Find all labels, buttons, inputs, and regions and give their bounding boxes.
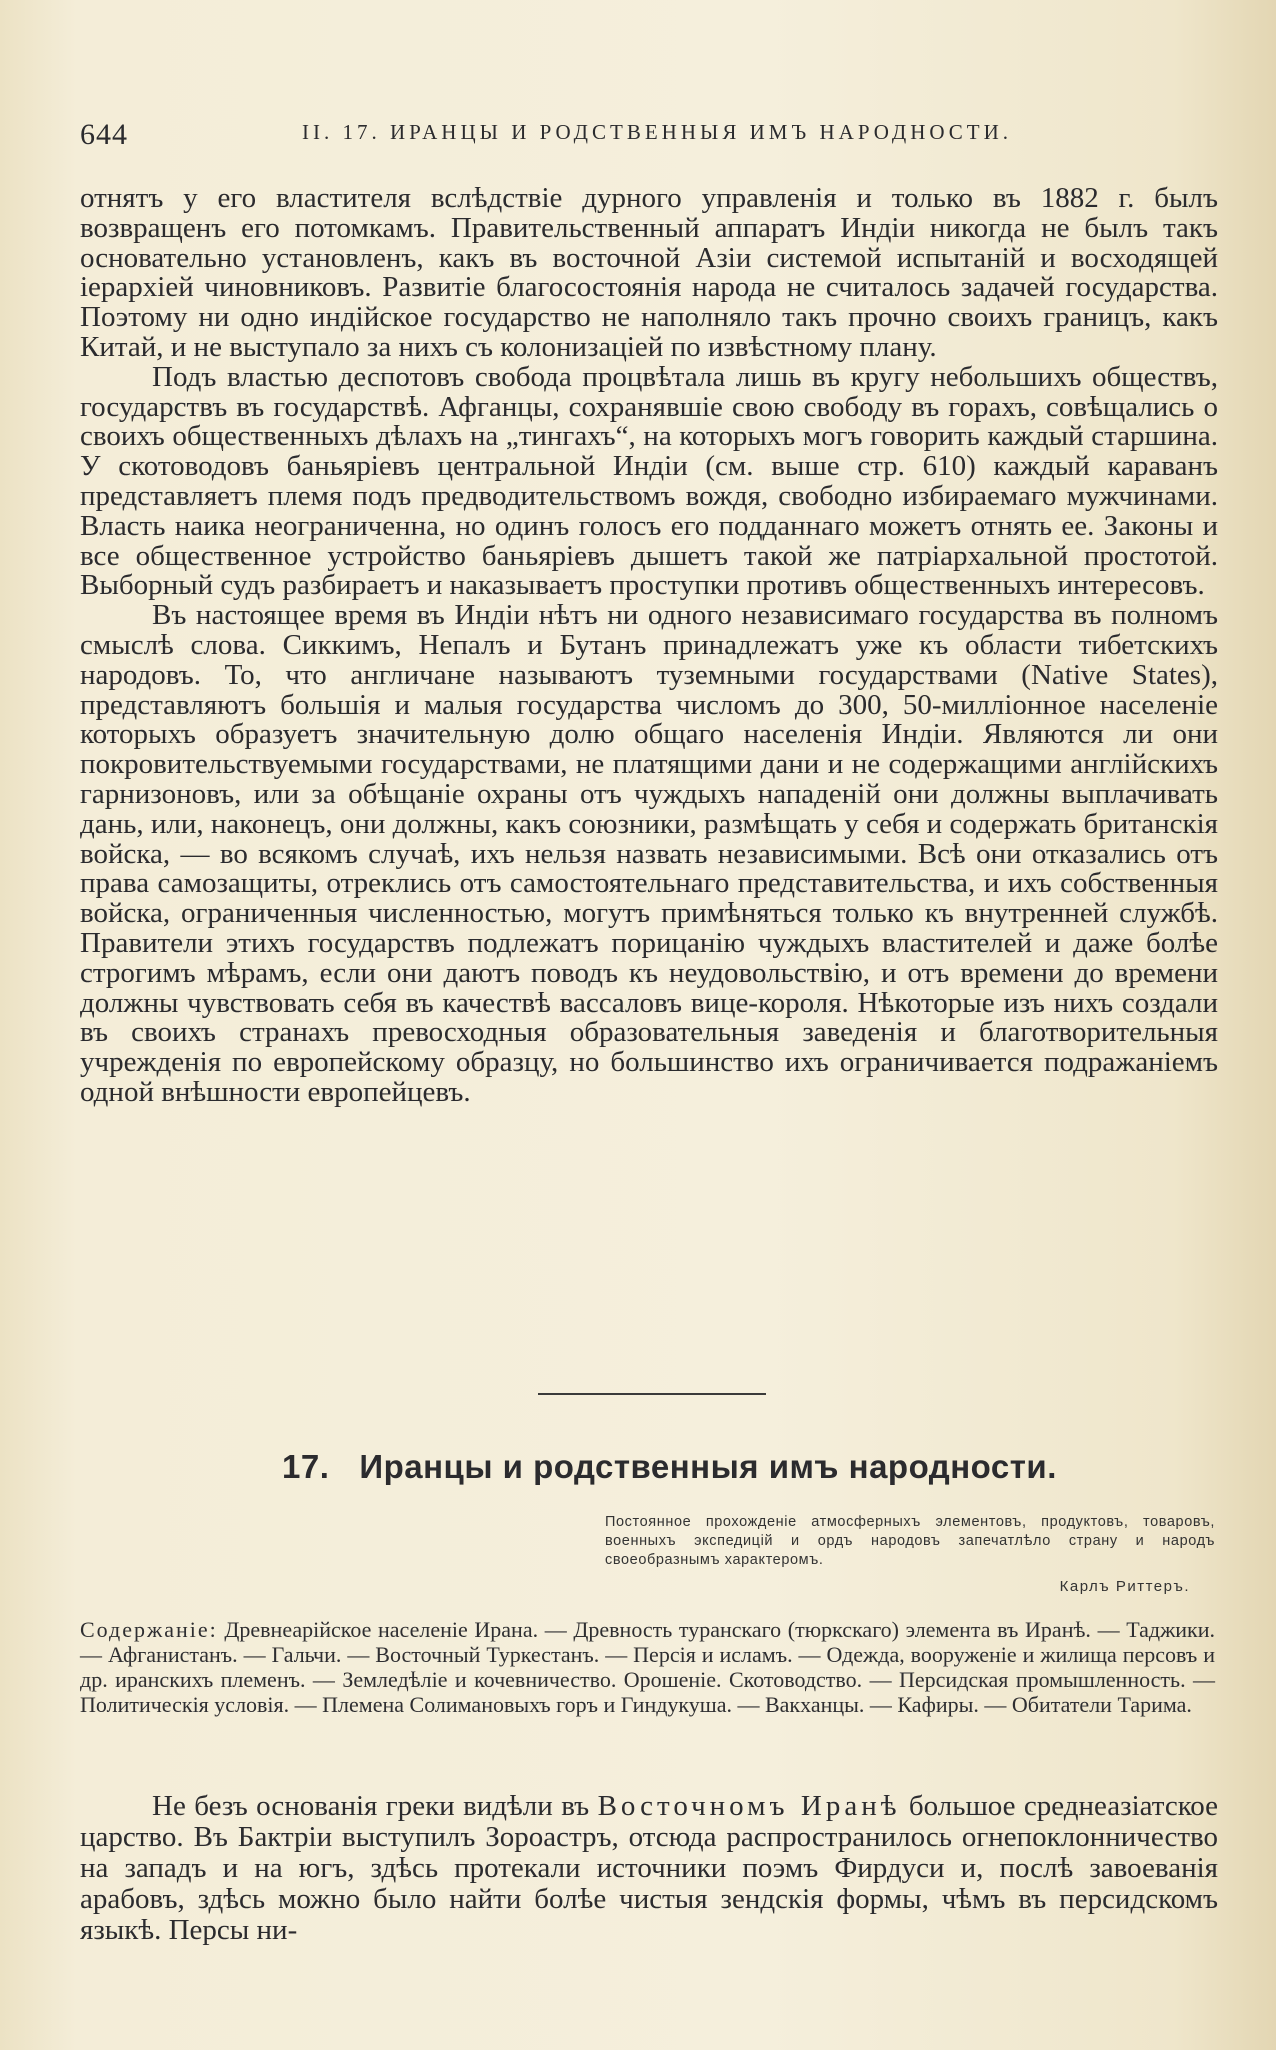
body-text-block: [80, 184, 1218, 1108]
section-divider: [538, 1393, 766, 1395]
spaced-phrase: Восточномъ Иранѣ: [597, 1790, 901, 1822]
epigraph-author: Карлъ Риттеръ.: [1059, 1578, 1190, 1595]
paragraph-east-iran: [80, 1791, 1218, 1946]
final-text-after: большое среднеазіатское царство. Въ Бактріи выступилъ Зороастръ, отсюда распространилось огнепоклонничество на западъ и на югъ, здѣсь протекали источники поэмъ Фирдуси и, послѣ завоеванія арабовъ, здѣсь можно было найти болѣе чистыя зендскія формы, чѣмъ въ персидскомъ языкѣ. Персы ни-: [80, 1790, 1219, 1946]
section-title: Иранцы и родственныя имъ народности.: [359, 1448, 1057, 1485]
section-contents: [80, 1617, 1215, 1717]
paragraph-afghans: Подъ властью деспотовъ свобода процвѣтала лишь въ кругу небольшихъ обществъ, государствъ въ государствѣ. Афганцы, сохранявшіе свою свободу въ горахъ, совѣщались о своихъ общественныхъ дѣлахъ на „тингахъ“, на которыхъ могъ говорить каждый старшина. У скотоводовъ баньяріевъ центральной Индіи (см. выше стр. 610) каждый караванъ представляетъ племя подъ предводительствомъ вождя, свободно избираемаго мужчинами. Власть наика неограниченна, но одинъ голосъ его подданнаго можетъ отнять ее. Законы и все общественное устройство баньяріевъ дышетъ такой же патріархальной простотой. Выборный судъ разбираетъ и наказываетъ проступки противъ общественныхъ интересовъ.: [80, 360, 1218, 602]
section-number: 17.: [282, 1448, 330, 1485]
page-number: 644: [80, 118, 128, 151]
contents-text: Древнеарійское населеніе Ирана. — Древность туранскаго (тюркскаго) элемента въ Иранѣ. — Таджики. — Афганистанъ. — Гальчи. — Восточный Туркестанъ. — Персія и исламъ. — Одежда, вооруженіе и жилища персовъ и др. иранскихъ племенъ. — Земледѣліе и кочевничество. Орошеніе. Скотоводство. — Персидская промышленность. — Политическія условія. — Племена Солимановыхъ горъ и Гиндукуша. — Вакханцы. — Кафиры. — Обитатели Тарима.: [80, 1617, 1215, 1717]
final-text-before: Не безъ основанія греки видѣли въ: [152, 1790, 590, 1822]
final-text-block: [80, 1791, 1218, 1946]
paragraph-native-states: Въ настоящее время въ Индіи нѣтъ ни одного независимаго государства въ полномъ смыслѣ слова. Сиккимъ, Непалъ и Бутанъ принадлежатъ уже къ области тибетскихъ народовъ. То, что англичане называютъ туземными государствами (Native States), представляютъ большія и малыя государства числомъ до 300, 50-милліонное населеніе которыхъ образуетъ значительную долю общаго населенія Индіи. Являются ли они покровительствуемыми государствами, не платящими дани и не содержащими англійскихъ гарнизоновъ, или за обѣщаніе охраны отъ чуждыхъ нападеній они должны выплачивать дань, или, наконецъ, они должны, какъ союзники, размѣщать у себя и содержать британскія войска, — во всякомъ случаѣ, ихъ нельзя назвать независимыми. Всѣ они отказались отъ права самозащиты, отреклись отъ самостоятельнаго представительства, и ихъ собственныя войска, ограниченныя численностью, могутъ примѣняться только къ внутренней службѣ. Правители этихъ государствъ подлежатъ порицанію чуждыхъ властителей и даже болѣе строгимъ мѣрамъ, если они даютъ поводъ къ неудовольствію, и отъ времени до времени должны чувствовать себя въ качествѣ вассаловъ вице-короля. Нѣкоторые изъ нихъ создали въ своихъ странахъ превосходныя образовательныя заведенія и благотворительныя учрежденія по европейскому образцу, но большинство ихъ ограничивается подражаніемъ одной внѣшности европейцевъ.: [80, 599, 1218, 1108]
page-header: [80, 114, 1210, 154]
contents-label: Содержаніе:: [80, 1617, 218, 1642]
epigraph: Постоянное прохожденіе атмосферныхъ элементовъ, продуктовъ, товаровъ, военныхъ экспедицій и ордъ народовъ запечатлѣло страну и народъ своеобразнымъ характеромъ.: [605, 1514, 1215, 1568]
paragraph-continued: отнятъ у его властителя вслѣдствіе дурного управленія и только въ 1882 г. былъ возвращенъ его потомкамъ. Правительственный аппаратъ Индіи никогда не былъ такъ основательно установленъ, какъ въ восточной Азіи системой испытаній и восходящей іерархіей чиновниковъ. Развитіе благосостоянія народа не считалось задачей государства. Поэтому ни одно индійское государство не наполняло такъ прочно своихъ границъ, какъ Китай, и не выступало за нихъ съ колонизаціей по извѣстному плану.: [80, 182, 1218, 363]
running-title: II. 17. ИРАНЦЫ И РОДСТВЕННЫЯ ИМЪ НАРОДНОСТИ.: [302, 120, 1013, 144]
section-heading: [282, 1448, 1102, 1486]
